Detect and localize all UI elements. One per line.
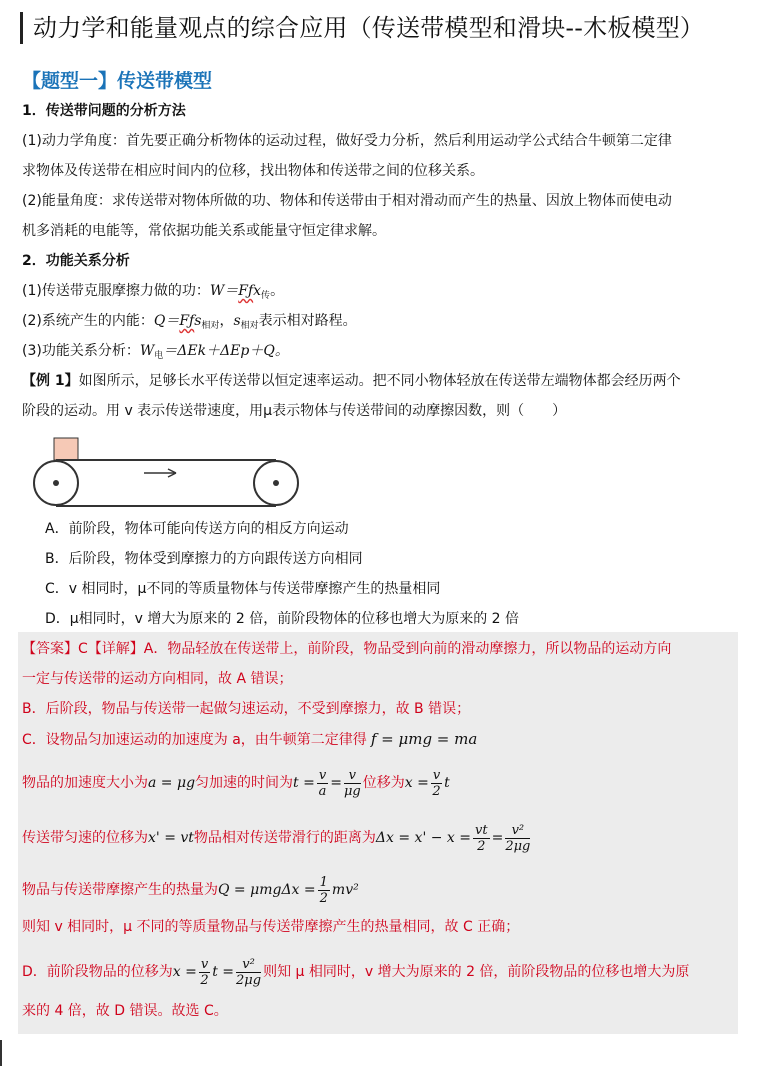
paragraph-energy-2: 机多消耗的电能等，常依据功能关系或能量守恒定律求解。 xyxy=(22,223,386,239)
acceleration-label: 物品的加速度大小为 xyxy=(22,775,148,791)
fraction-denominator: a xyxy=(318,783,327,799)
subheading-2: 2．功能关系分析 xyxy=(22,253,130,269)
fraction-numerator: v xyxy=(344,768,361,784)
example-tag: 【例 1】 xyxy=(22,373,79,389)
fraction-numerator: v² xyxy=(236,957,261,973)
heat-eq: Q = μmgΔx = xyxy=(218,882,316,898)
formula-heat-label: (2)系统产生的内能： xyxy=(22,313,154,329)
fraction-denominator: 2 xyxy=(319,890,328,906)
fraction-numerator: v xyxy=(318,767,327,783)
formula-energy-rest: ＝ΔEk＋ΔEp＋Q。 xyxy=(163,343,289,359)
displacement-eq: x = xyxy=(404,775,429,791)
formula-heat-eq: Q＝ xyxy=(153,313,180,329)
formula-work-sub: 传 xyxy=(261,291,271,301)
answer-line-4-text: C．设物品匀加速运动的加速度为 a，由牛顿第二定律得 xyxy=(22,732,367,748)
example-text-1: 如图所示，足够长水平传送带以恒定速率运动。把不同小物体轻放在传送带左端物体都会经历两个 xyxy=(78,373,681,389)
heat-label: 物品与传送带摩擦产生的热量为 xyxy=(22,882,218,898)
option-d: D．μ相同时，v 增大为原来的 2 倍，前阶段物体的位移也增大为原来的 2 倍 xyxy=(45,611,520,627)
fraction-vt-over-2 xyxy=(473,823,490,854)
formula-heat-s: s xyxy=(194,313,202,329)
relative-distance-eq: Δx = x' − x = xyxy=(375,830,472,846)
fraction-numerator: vt xyxy=(475,822,488,838)
belt-displacement-label: 传送带匀速的位移为 xyxy=(22,830,148,846)
heat-eq-tail: mv² xyxy=(331,882,359,898)
formula-energy xyxy=(22,341,289,366)
paragraph-energy-1: (2)能量角度：求传送带对物体所做的功、物体和传送带由于相对滑动而产生的热量、因放上物体而使电动 xyxy=(22,193,672,209)
formula-energy-w: W xyxy=(139,343,155,359)
section-heading: 【题型一】传送带模型 xyxy=(22,70,213,92)
paragraph-dynamics-2: 求物体及传送带在相应时间内的位移，找出物体和传送带之间的位移关系。 xyxy=(22,163,484,179)
fraction-numerator: v xyxy=(432,767,441,783)
acceleration-eq: a = μg xyxy=(148,775,196,791)
formula-work-x: x xyxy=(253,283,262,299)
right-pulley-axle xyxy=(273,480,279,486)
page-corner-mark xyxy=(0,1040,2,1066)
fraction-numerator: v xyxy=(200,956,209,972)
front-stage-label: D．前阶段物品的位移为 xyxy=(22,964,173,980)
answer-line-7 xyxy=(22,873,359,907)
belt-displacement-eq: x' = vt xyxy=(148,830,194,846)
front-stage-eq: x = xyxy=(172,964,197,980)
formula-heat-sub: 相对 xyxy=(201,321,220,331)
block xyxy=(54,438,78,460)
formula-energy-label: (3)功能关系分析： xyxy=(22,343,140,359)
fraction-numerator: 1 xyxy=(319,874,328,890)
time-eq: t = xyxy=(293,775,315,791)
formula-heat xyxy=(22,311,357,336)
fraction-numerator: v² xyxy=(505,823,530,839)
answer-line-9 xyxy=(22,955,689,989)
formula-heat-comma: ， xyxy=(219,313,234,329)
fraction-v-over-a xyxy=(317,768,328,799)
fraction-v-over-2 xyxy=(199,957,210,988)
answer-line-2: 一定与传送带的运动方向相同，故 A 错误； xyxy=(22,671,293,687)
formula-work xyxy=(22,281,284,306)
subheading-1: 1．传送带问题的分析方法 xyxy=(22,103,186,119)
fraction-v2-over-2mug xyxy=(236,957,261,988)
formula-heat-sub2: 相对 xyxy=(240,321,259,331)
example-line-1 xyxy=(22,371,681,391)
formula-work-end: 。 xyxy=(270,283,285,299)
formula-heat-force: Fƒ xyxy=(179,313,195,329)
fraction-v-over-2 xyxy=(431,768,442,799)
time-label: 匀加速的时间为 xyxy=(195,775,294,791)
fraction-denominator: 2μg xyxy=(236,972,262,988)
answer-line-10: 来的 4 倍，故 D 错误。故选 C。 xyxy=(22,1003,228,1019)
answer-line-6 xyxy=(22,821,532,855)
formula-work-force: Fƒ xyxy=(238,283,254,299)
formula-work-eq: W＝ xyxy=(209,283,239,299)
fraction-denominator: 2 xyxy=(200,972,209,988)
answer-line-1: 【答案】C【详解】A．物品轻放在传送带上，前阶段，物品受到向前的滑动摩擦力，所以物品的运动方向 xyxy=(22,641,672,657)
answer-line-4 xyxy=(22,729,477,750)
front-stage-conclusion: 则知 μ 相同时，v 增大为原来的 2 倍，前阶段物品的位移也增大为原 xyxy=(263,964,690,980)
page-title: 动力学和能量观点的综合应用（传送带模型和滑块--木板模型） xyxy=(33,14,705,42)
fraction-denominator: μg xyxy=(343,783,361,799)
example-line-2: 阶段的运动。用 v 表示传送带速度，用μ表示物体与传送带间的动摩擦因数，则（ ） xyxy=(22,403,567,419)
relative-distance-label: 物品相对传送带滑行的距离为 xyxy=(193,830,376,846)
option-c: C．v 相同时，μ不同的等质量物体与传送带摩擦产生的热量相同 xyxy=(45,581,441,597)
fraction-1-over-2 xyxy=(318,875,330,906)
formula-energy-sub: 电 xyxy=(154,351,164,361)
option-a: A．前阶段，物体可能向传送方向的相反方向运动 xyxy=(45,521,349,537)
front-stage-eq-mid: t = xyxy=(212,964,235,980)
fraction-denominator: 2 xyxy=(432,783,441,799)
answer-line-8: 则知 v 相同时，μ 不同的等质量物品与传送带摩擦产生的热量相同，故 C 正确； xyxy=(22,919,520,935)
paragraph-dynamics-1: (1)动力学角度：首先要正确分析物体的运动过程，做好受力分析，然后利用运动学公式结合牛顿第二定律 xyxy=(22,133,672,149)
equals-sign: = xyxy=(491,830,504,846)
newton-equation: f = μmg = ma xyxy=(370,730,478,748)
displacement-t: t xyxy=(444,775,450,791)
conveyor-belt-diagram xyxy=(30,436,305,510)
left-pulley-axle xyxy=(53,480,59,486)
fraction-denominator: 2 xyxy=(477,838,486,854)
formula-heat-s2: s xyxy=(233,313,241,329)
formula-heat-end: 表示相对路程。 xyxy=(258,313,357,329)
formula-work-label: (1)传送带克服摩擦力做的功： xyxy=(22,283,210,299)
fraction-denominator: 2μg xyxy=(505,838,531,854)
displacement-label: 位移为 xyxy=(362,775,405,791)
fraction-v-over-mug xyxy=(344,768,361,799)
title-bar xyxy=(20,12,23,44)
answer-line-3: B．后阶段，物品与传送带一起做匀速运动，不受到摩擦力，故 B 错误； xyxy=(22,701,471,717)
option-b: B．后阶段，物体受到摩擦力的方向跟传送方向相同 xyxy=(45,551,363,567)
answer-line-5: 物品的加速度大小为a = μg匀加速的时间为t = $\frac{v}{a}$ = $\frac{v}{\mu g}$ 位移为x = $\frac{v}{2}$ t xyxy=(22,767,450,799)
fraction-v2-over-2mug xyxy=(505,823,530,854)
